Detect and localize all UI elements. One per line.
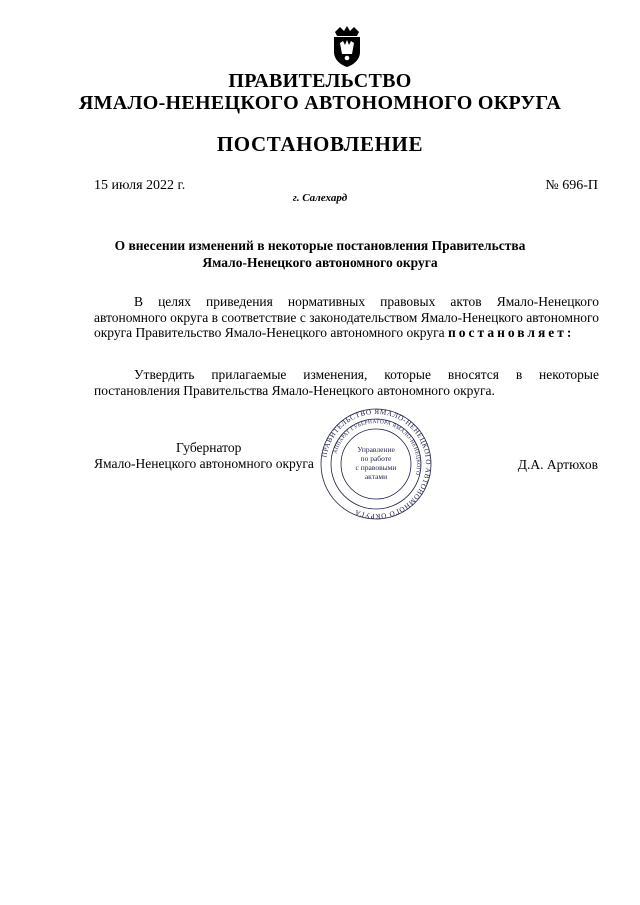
decree-word: постановляет: bbox=[448, 325, 575, 340]
stamp-ring-text: ПРАВИТЕЛЬСТВО ЯМАЛО-НЕНЕЦКОГО АВТОНОМНОГО ОКРУГА bbox=[320, 408, 433, 520]
signatory-position-line2: Ямало-Ненецкого автономного округа bbox=[94, 456, 314, 471]
yamal-coat-of-arms-icon bbox=[330, 24, 364, 68]
government-title-line2: ЯМАЛО-НЕНЕЦКОГО АВТОНОМНОГО ОКРУГА bbox=[78, 92, 562, 114]
stamp-inner-ring-text: АППАРАТ ГУБЕРНАТОРА ЯМАЛО-НЕНЕЦКОГО bbox=[332, 418, 422, 476]
document-city: г. Салехард bbox=[292, 192, 348, 204]
document-date: 15 июля 2022 г. bbox=[94, 178, 186, 193]
government-title bbox=[0, 70, 640, 114]
stamp-center-line4: актами bbox=[364, 472, 388, 481]
document-type: ПОСТАНОВЛЕНИЕ bbox=[216, 132, 424, 156]
stamp-center-line1: Управление bbox=[357, 445, 395, 454]
body-paragraph-1-text: В целях приведения нормативных правовых актов Ямало-Ненецкого автономного округа в соответствие с законодательством Ямало-Ненецкого автономного округа Правительство Ямало-Ненецкого автономного округа bbox=[94, 294, 599, 340]
body-paragraph-2: Утвердить прилагаемые изменения, которые вносятся в некоторые постановления Правительства Ямало-Ненецкого автономного округа. bbox=[94, 367, 599, 398]
document-subject bbox=[0, 237, 640, 271]
document-number: № 696-П bbox=[545, 178, 598, 193]
signatory-position bbox=[94, 440, 314, 472]
subject-line2: Ямало-Ненецкого автономного округа bbox=[202, 255, 438, 270]
signatory-name: Д.А. Артюхов bbox=[517, 457, 598, 472]
government-title-line1: ПРАВИТЕЛЬСТВО bbox=[228, 70, 412, 92]
round-official-stamp-icon bbox=[312, 408, 440, 520]
body-paragraph-1 bbox=[94, 294, 599, 341]
stamp-center-line3: с правовыми bbox=[355, 463, 397, 472]
signatory-position-line1: Губернатор bbox=[176, 440, 242, 455]
subject-line1: О внесении изменений в некоторые постановления Правительства bbox=[114, 238, 526, 253]
stamp-center-line2: по работе bbox=[360, 454, 392, 463]
